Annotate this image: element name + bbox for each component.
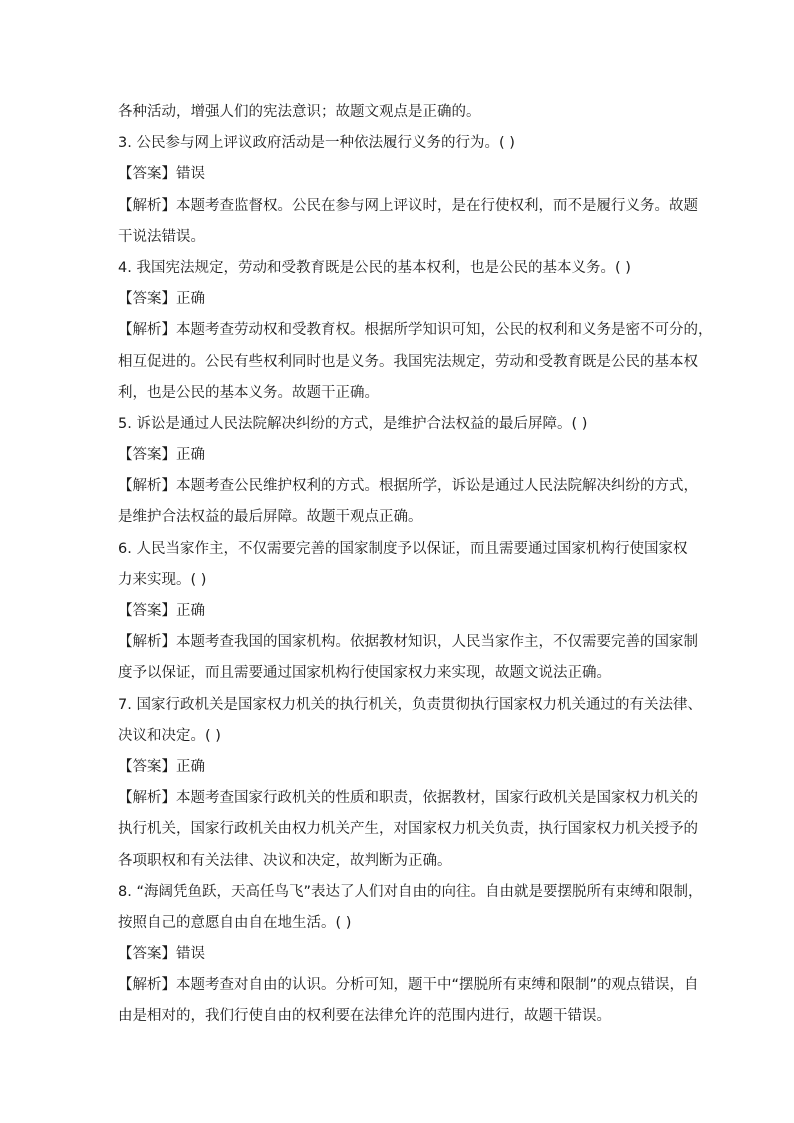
analysis-7: 【解析】本题考查国家行政机关的性质和职责，依据教材，国家行政机关是国家权力机关的	[118, 790, 698, 807]
question-4: 4. 我国宪法规定，劳动和受教育既是公民的基本权利，也是公民的基本义务。( )	[118, 259, 631, 276]
analysis-3: 【解析】本题考查监督权。公民在参与网上评议时，是在行使权利，而不是履行义务。故题	[118, 197, 698, 214]
question-3: 3. 公民参与网上评议政府活动是一种依法履行义务的行为。( )	[118, 135, 515, 152]
question-6-cont: 力来实现。( )	[118, 571, 207, 588]
answer-8: 【答案】错误	[118, 946, 205, 963]
answer-4: 【答案】正确	[118, 291, 205, 308]
text-line: 各种活动，增强人们的宪法意识；故题文观点是正确的。	[118, 104, 481, 120]
analysis-5-cont: 是维护合法权益的最后屏障。故题干观点正确。	[118, 509, 423, 526]
answer-6: 【答案】正确	[118, 603, 205, 619]
analysis-6-cont: 度予以保证，而且需要通过国家机构行使国家权力来实现，故题文说法正确。	[118, 665, 611, 682]
question-7-cont: 决议和决定。( )	[118, 727, 221, 744]
analysis-7-cont: 各项职权和有关法律、决议和决定，故判断为正确。	[118, 852, 452, 869]
analysis-4: 【解析】本题考查劳动权和受教育权。根据所学知识可知，公民的权利和义务是密不可分的，	[118, 322, 713, 339]
question-5: 5. 诉讼是通过人民法院解决纠纷的方式，是维护合法权益的最后屏障。( )	[118, 415, 588, 432]
analysis-5: 【解析】本题考查公民维护权利的方式。根据所学，诉讼是通过人民法院解决纠纷的方式，	[118, 478, 698, 495]
analysis-4-cont: 相互促进的。公民有些权利同时也是义务。我国宪法规定，劳动和受教育既是公民的基本权	[118, 353, 698, 370]
question-8-cont: 按照自己的意愿自由自在地生活。( )	[118, 914, 352, 931]
analysis-8-cont: 由是相对的，我们行使自由的权利要在法律允许的范围内进行，故题干错误。	[118, 1008, 611, 1025]
question-7: 7. 国家行政机关是国家权力机关的执行机关，负责贯彻执行国家权力机关通过的有关法律、	[118, 696, 702, 713]
answer-7: 【答案】正确	[118, 758, 205, 775]
analysis-3-cont: 干说法错误。	[118, 228, 205, 245]
answer-3: 【答案】错误	[118, 166, 205, 183]
analysis-4-cont: 利，也是公民的基本义务。故题干正确。	[118, 384, 379, 401]
answer-5: 【答案】正确	[118, 447, 205, 464]
document-body	[118, 97, 713, 1033]
analysis-6: 【解析】本题考查我国的国家机构。依据教材知识，人民当家作主，不仅需要完善的国家制	[118, 634, 698, 651]
analysis-7-cont: 执行机关，国家行政机关由权力机关产生，对国家权力机关负责，执行国家权力机关授予的	[118, 821, 698, 838]
analysis-8: 【解析】本题考查对自由的认识。分析可知，题干中“摆脱所有束缚和限制”的观点错误，自	[118, 977, 699, 994]
question-6: 6. 人民当家作主，不仅需要完善的国家制度予以保证，而且需要通过国家机构行使国家权	[118, 540, 688, 557]
question-8: 8. “海阔凭鱼跃，天高任鸟飞”表达了人们对自由的向往。自由就是要摆脱所有束缚和限制，	[118, 883, 703, 900]
